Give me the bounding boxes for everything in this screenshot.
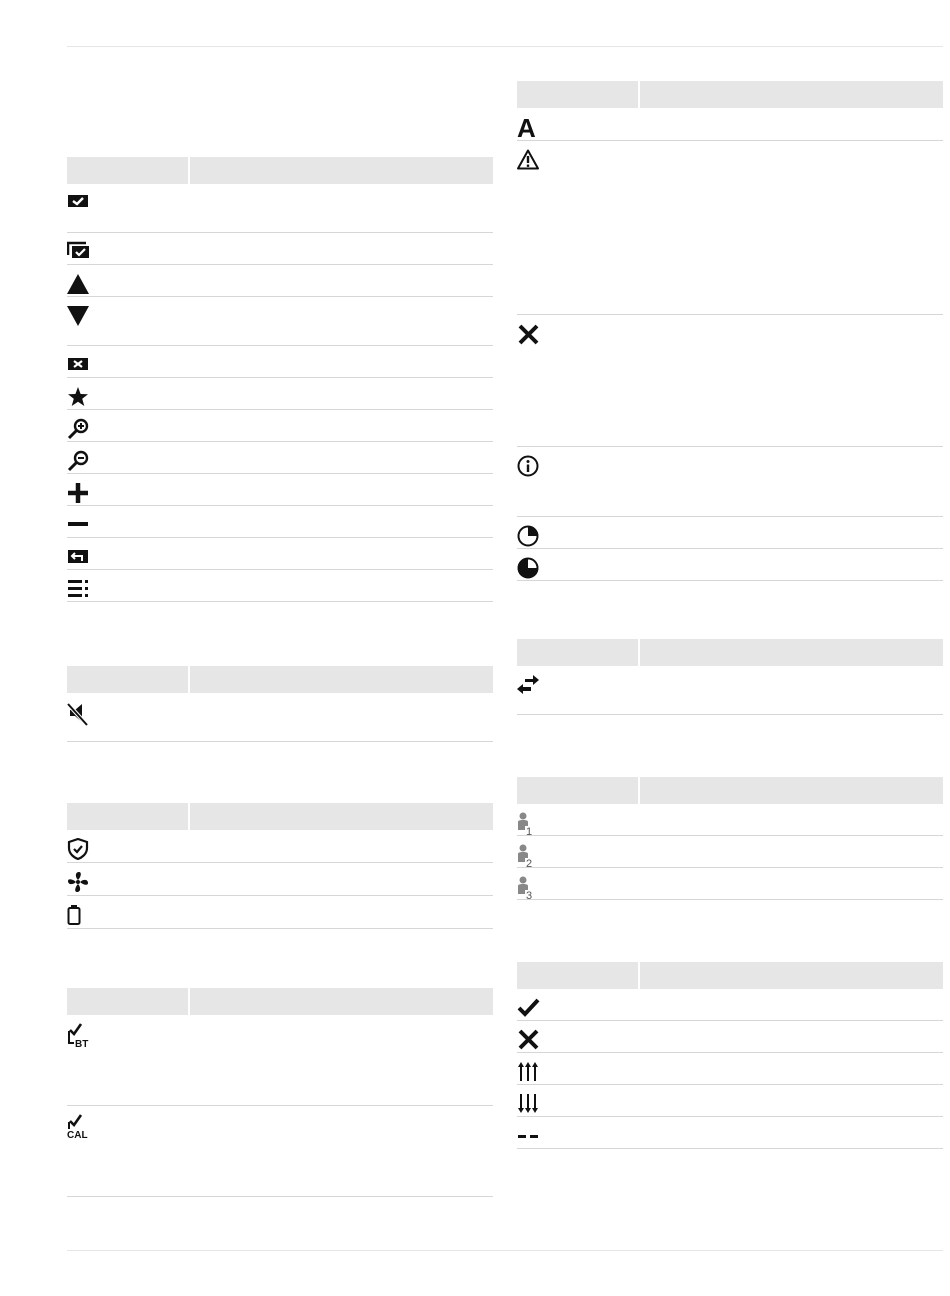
top-rule: [67, 46, 943, 47]
table-header: [517, 81, 943, 108]
zoom-in-icon: [67, 418, 91, 440]
table-row: [517, 1053, 943, 1085]
table-header: [67, 666, 493, 693]
arrow-up-icon: [67, 273, 91, 295]
triple-up-arrows-icon: [517, 1061, 541, 1083]
confirm-box-icon: [67, 192, 91, 214]
table-row: [517, 836, 943, 868]
cal-label: CAL: [67, 1130, 88, 1140]
table-row: [517, 447, 943, 517]
battery-icon: [67, 904, 91, 926]
table-header: [67, 157, 493, 184]
table-header: [517, 639, 943, 666]
right-table-2: [517, 639, 943, 715]
table-row: [67, 378, 493, 410]
checkmark-icon: [517, 997, 541, 1019]
person-3-icon: [517, 876, 541, 898]
warning-icon: [517, 149, 541, 171]
table-header: [67, 803, 493, 830]
table-row: [67, 474, 493, 506]
table-row: [517, 989, 943, 1021]
right-table-1: [517, 81, 943, 581]
table-row: [67, 896, 493, 929]
table-row: [67, 297, 493, 346]
table-row: [67, 265, 493, 297]
table-row: [517, 1117, 943, 1149]
left-table-1: [67, 157, 493, 602]
table-row: [67, 410, 493, 442]
table-row: [67, 233, 493, 265]
shield-check-icon: [67, 838, 91, 860]
zoom-out-icon: [67, 450, 91, 472]
close-icon: [517, 323, 541, 345]
triple-down-arrows-icon: [517, 1093, 541, 1115]
check-cal-icon: [67, 1114, 97, 1140]
cancel-box-icon: [67, 354, 91, 376]
table-row: [67, 863, 493, 896]
muted-speaker-icon: [67, 701, 91, 723]
person-1-icon: [517, 812, 541, 834]
table-row: [67, 693, 493, 742]
table-row: [517, 315, 943, 447]
arrow-down-icon: [67, 305, 91, 327]
table-row: [67, 570, 493, 602]
exchange-arrows-icon: [517, 674, 541, 696]
letter-a: A: [517, 116, 536, 140]
pie-quarter-icon: [517, 525, 541, 547]
table-row: [67, 184, 493, 233]
dashes-icon: [517, 1125, 541, 1147]
bt-label: BT: [75, 1039, 89, 1049]
table-row: [517, 141, 943, 315]
table-row: [517, 549, 943, 581]
fan-icon: [67, 871, 91, 893]
table-header: [517, 962, 943, 989]
letter-a-icon: [517, 116, 541, 138]
info-icon: [517, 455, 541, 477]
return-icon: [67, 546, 91, 568]
table-row: [517, 517, 943, 549]
menu-list-icon: [67, 578, 91, 600]
table-row: [67, 1106, 493, 1197]
table-row: [67, 1015, 493, 1106]
check-bt-icon: [67, 1023, 97, 1049]
table-row: [67, 538, 493, 570]
confirm-all-icon: [67, 241, 91, 263]
table-row: [517, 108, 943, 141]
star-icon: [67, 386, 91, 408]
left-table-4: [67, 988, 493, 1197]
right-table-4: [517, 962, 943, 1149]
table-row: [67, 442, 493, 474]
person-2-icon: [517, 844, 541, 866]
table-row: [517, 804, 943, 836]
table-row: [517, 868, 943, 900]
person-digit: 3: [526, 890, 533, 900]
minus-icon: [67, 514, 91, 536]
table-header: [517, 777, 943, 804]
person-digit: 1: [526, 826, 533, 836]
left-table-2: [67, 666, 493, 742]
pie-three-quarter-icon: [517, 557, 541, 579]
person-digit: 2: [526, 858, 533, 868]
table-row: [517, 1085, 943, 1117]
bottom-rule: [67, 1250, 943, 1251]
table-row: [517, 666, 943, 715]
table-row: [67, 346, 493, 378]
table-row: [517, 1021, 943, 1053]
right-table-3: [517, 777, 943, 900]
table-row: [67, 830, 493, 863]
cross-icon: [517, 1029, 541, 1051]
plus-icon: [67, 482, 91, 504]
table-row: [67, 506, 493, 538]
table-header: [67, 988, 493, 1015]
left-table-3: [67, 803, 493, 929]
